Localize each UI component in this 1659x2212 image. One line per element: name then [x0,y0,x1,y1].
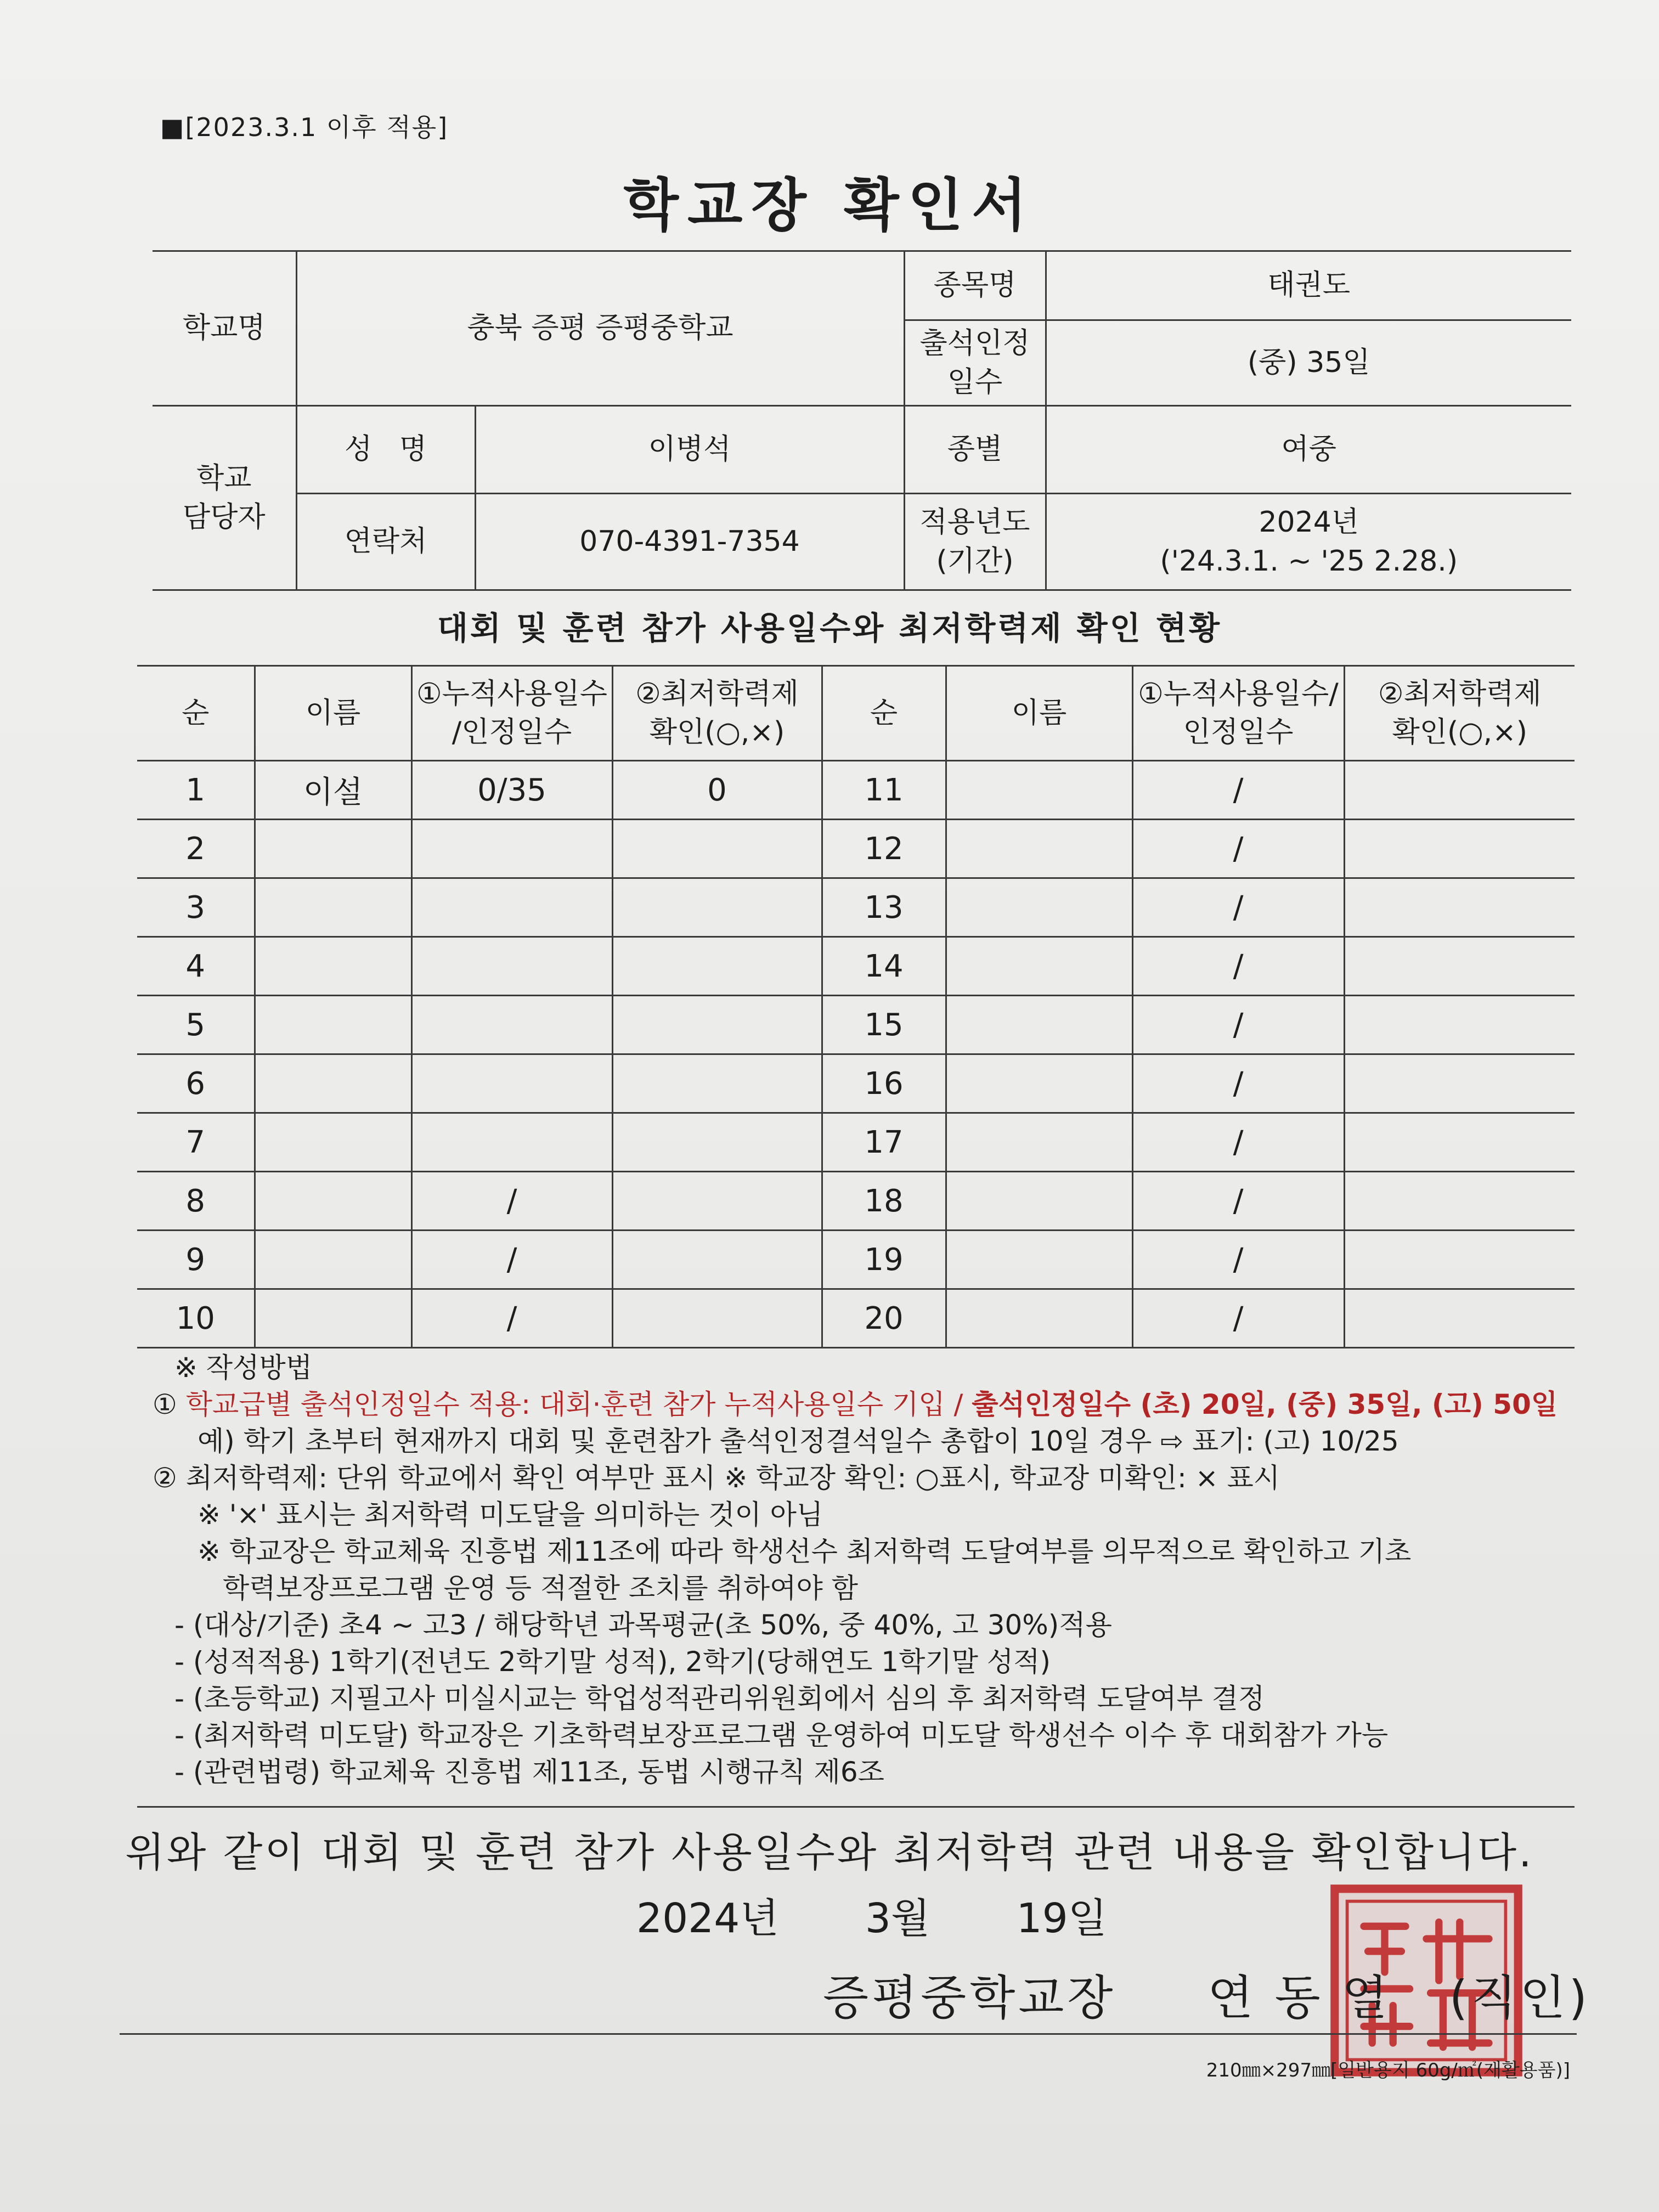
row-check-left [612,937,822,996]
row-check-left [612,1231,822,1289]
table-row [137,1113,1575,1172]
row-number-left: 7 [137,1113,255,1172]
header-name-left: 이름 [255,666,411,761]
header-days-left: ①누적사용일수 /인정일수 [411,666,612,761]
row-number-left: 2 [137,820,255,878]
note-1-example: 예) 학기 초부터 현재까지 대회 및 훈련참가 출석인정결석일수 총합이 10일 경우 ⇨ 표기: (고) 10/25 [198,1425,1399,1457]
row-number-right: 20 [822,1289,946,1348]
name-label: 성 명 [296,406,475,494]
row-name-left [255,1231,411,1289]
row-days-left [411,820,612,878]
row-name-right [946,1054,1132,1113]
row-number-left: 9 [137,1231,255,1289]
note-4: ※ 학교장은 학교체육 진흥법 제11조에 따라 학생선수 최저학력 도달여부를 의무적으로 확인하고 기초 [198,1536,1412,1567]
paper-spec: 210㎜×297㎜[일반용지 60g/㎡(재활용품)] [1206,2059,1570,2081]
note-1-text: 학교급별 출석인정일수 적용: 대회·훈련 참가 누적사용일수 기입 / [185,1389,972,1420]
row-days-left [411,1054,612,1113]
row-number-right: 13 [822,878,946,937]
table-row [137,1231,1575,1289]
date-month: 3월 [865,1895,930,1942]
detail-5: - (관련법령) 학교체육 진흥법 제11조, 동법 시행규칙 제6조 [174,1756,884,1788]
row-number-left: 10 [137,1289,255,1348]
info-table [153,250,1571,591]
detail-4: - (최저학력 미도달) 학교장은 기초학력보장프로그램 운영하여 미도달 학생선수 이수 후 대회참가 가능 [174,1719,1389,1751]
row-name-right [946,761,1132,820]
row-number-left: 8 [137,1172,255,1231]
sport-value: 태권도 [1046,251,1571,320]
row-days-right: / [1132,1231,1344,1289]
note-1-number: ① [153,1389,177,1420]
table-row [137,878,1575,937]
row-check-left [612,1054,822,1113]
row-days-left [411,878,612,937]
row-days-left: / [411,1172,612,1231]
note-1 [153,1386,1590,1423]
table-row [137,937,1575,996]
row-number-right: 18 [822,1172,946,1231]
row-name-right [946,1289,1132,1348]
row-name-left [255,1172,411,1231]
row-check-left [612,1172,822,1231]
row-check-left [612,996,822,1054]
manager-label: 학교 담당자 [153,406,296,590]
row-check-left [612,1289,822,1348]
school-value: 충북 증평 증평중학교 [296,251,904,406]
row-number-right: 15 [822,996,946,1054]
row-days-left: / [411,1289,612,1348]
issue-date [636,1886,1107,1944]
header-check-left: ②최저학력제 확인(○,×) [612,666,822,761]
header-name-right: 이름 [946,666,1132,761]
row-number-left: 4 [137,937,255,996]
row-name-right [946,1172,1132,1231]
table-row [137,820,1575,878]
bottom-line [120,2033,1577,2035]
header-check-right: ②최저학력제 확인(○,×) [1344,666,1575,761]
header-no-right: 순 [822,666,946,761]
row-check-left [612,878,822,937]
school-label: 학교명 [153,251,296,406]
row-name-right [946,996,1132,1054]
row-days-right: / [1132,1113,1344,1172]
row-check-right [1344,1054,1575,1113]
table-row [137,996,1575,1054]
principal-name: 연 동 열 [1207,1971,1391,2025]
row-name-left [255,1113,411,1172]
row-days-right: / [1132,1172,1344,1231]
row-name-left [255,996,411,1054]
row-number-right: 17 [822,1113,946,1172]
detail-3: - (초등학교) 지필고사 미실시교는 학업성적관리위원회에서 심의 후 최저학력 도달여부 결정 [174,1683,1265,1714]
note-3: ※ '×' 표시는 최저학력 미도달을 의미하는 것이 아님 [198,1499,823,1531]
header-days-right: ①누적사용일수/ 인정일수 [1132,666,1344,761]
row-check-right [1344,761,1575,820]
detail-2: - (성적적용) 1학기(전년도 2학기말 성적), 2학기(당해연도 1학기말 성적) [174,1646,1051,1678]
row-check-right [1344,937,1575,996]
name-value: 이병석 [475,406,904,494]
row-number-right: 12 [822,820,946,878]
confirmation-statement: 위와 같이 대회 및 훈련 참가 사용일수와 최저학력 관련 내용을 확인합니다. [125,1829,1534,1876]
row-name-right [946,937,1132,996]
row-name-right [946,820,1132,878]
year-cell [1046,494,1571,590]
category-label: 종별 [904,406,1046,494]
writing-instructions [153,1350,1590,1791]
note-1-emphasis: 출석인정일수 (초) 20일, (중) 35일, (고) 50일 [972,1389,1558,1420]
roster-table [137,665,1575,1348]
roster-header-row [137,666,1575,761]
row-name-right [946,878,1132,937]
detail-1: - (대상/기준) 초4 ~ 고3 / 해당학년 과목평균(초 50%, 중 40%, 고 30%)적용 [174,1609,1112,1641]
row-number-left: 3 [137,878,255,937]
row-name-left [255,820,411,878]
row-days-right: / [1132,1289,1344,1348]
contact-value: 070-4391-7354 [475,494,904,590]
row-name-left [255,878,411,937]
row-check-right [1344,1113,1575,1172]
row-days-left [411,937,612,996]
date-day: 19일 [1016,1895,1108,1942]
table-row [137,1054,1575,1113]
attendance-label: 출석인정 일수 [904,320,1046,406]
row-check-left [612,1113,822,1172]
sport-label: 종목명 [904,251,1046,320]
row-days-right: / [1132,878,1344,937]
header-no-left: 순 [137,666,255,761]
date-year: 2024년 [636,1895,779,1942]
row-days-left: / [411,1231,612,1289]
row-number-right: 14 [822,937,946,996]
seal-label: (직인) [1449,1971,1591,2025]
row-check-right [1344,1172,1575,1231]
row-number-right: 19 [822,1231,946,1289]
principal-title: 증평중학교장 [823,1971,1116,2025]
row-number-left: 1 [137,761,255,820]
row-name-right [946,1113,1132,1172]
year-value: 2024년 [1259,506,1359,539]
notes-heading: ※ 작성방법 [174,1352,312,1384]
row-name-left [255,1289,411,1348]
row-number-right: 16 [822,1054,946,1113]
roster-title: 대회 및 훈련 참가 사용일수와 최저학력제 확인 현황 [437,610,1222,647]
row-check-left: 0 [612,761,822,820]
contact-label: 연락처 [296,494,475,590]
attendance-value: (중) 35일 [1046,320,1571,406]
year-label: 적용년도 (기간) [904,494,1046,590]
row-days-right: / [1132,996,1344,1054]
table-row [137,1172,1575,1231]
row-name-left [255,1054,411,1113]
row-check-right [1344,996,1575,1054]
row-number-left: 6 [137,1054,255,1113]
row-days-right: / [1132,820,1344,878]
row-days-right: / [1132,1054,1344,1113]
row-name-left: 이설 [255,761,411,820]
document-title: 학교장 확인서 [623,172,1036,239]
row-check-right [1344,1289,1575,1348]
row-days-left: 0/35 [411,761,612,820]
row-check-right [1344,878,1575,937]
table-row [137,761,1575,820]
divider-line [137,1806,1575,1808]
principal-signature [823,1960,1590,2028]
row-check-right [1344,1231,1575,1289]
row-name-left [255,937,411,996]
row-number-left: 5 [137,996,255,1054]
row-days-right: / [1132,761,1344,820]
row-check-left [612,820,822,878]
category-value: 여중 [1046,406,1571,494]
period-value: ('24.3.1. ~ '25 2.28.) [1160,544,1458,578]
row-number-right: 11 [822,761,946,820]
row-days-left [411,1113,612,1172]
row-days-left [411,996,612,1054]
note-4-continued: 학력보장프로그램 운영 등 적절한 조치를 취하여야 함 [223,1572,858,1604]
note-2: ② 최저학력제: 단위 학교에서 확인 여부만 표시 ※ 학교장 확인: ○표시, 학교장 미확인: × 표시 [153,1462,1280,1494]
row-days-right: / [1132,937,1344,996]
notice-label: ■[2023.3.1 이후 적용] [160,112,449,142]
table-row [137,1289,1575,1348]
row-check-right [1344,820,1575,878]
row-name-right [946,1231,1132,1289]
